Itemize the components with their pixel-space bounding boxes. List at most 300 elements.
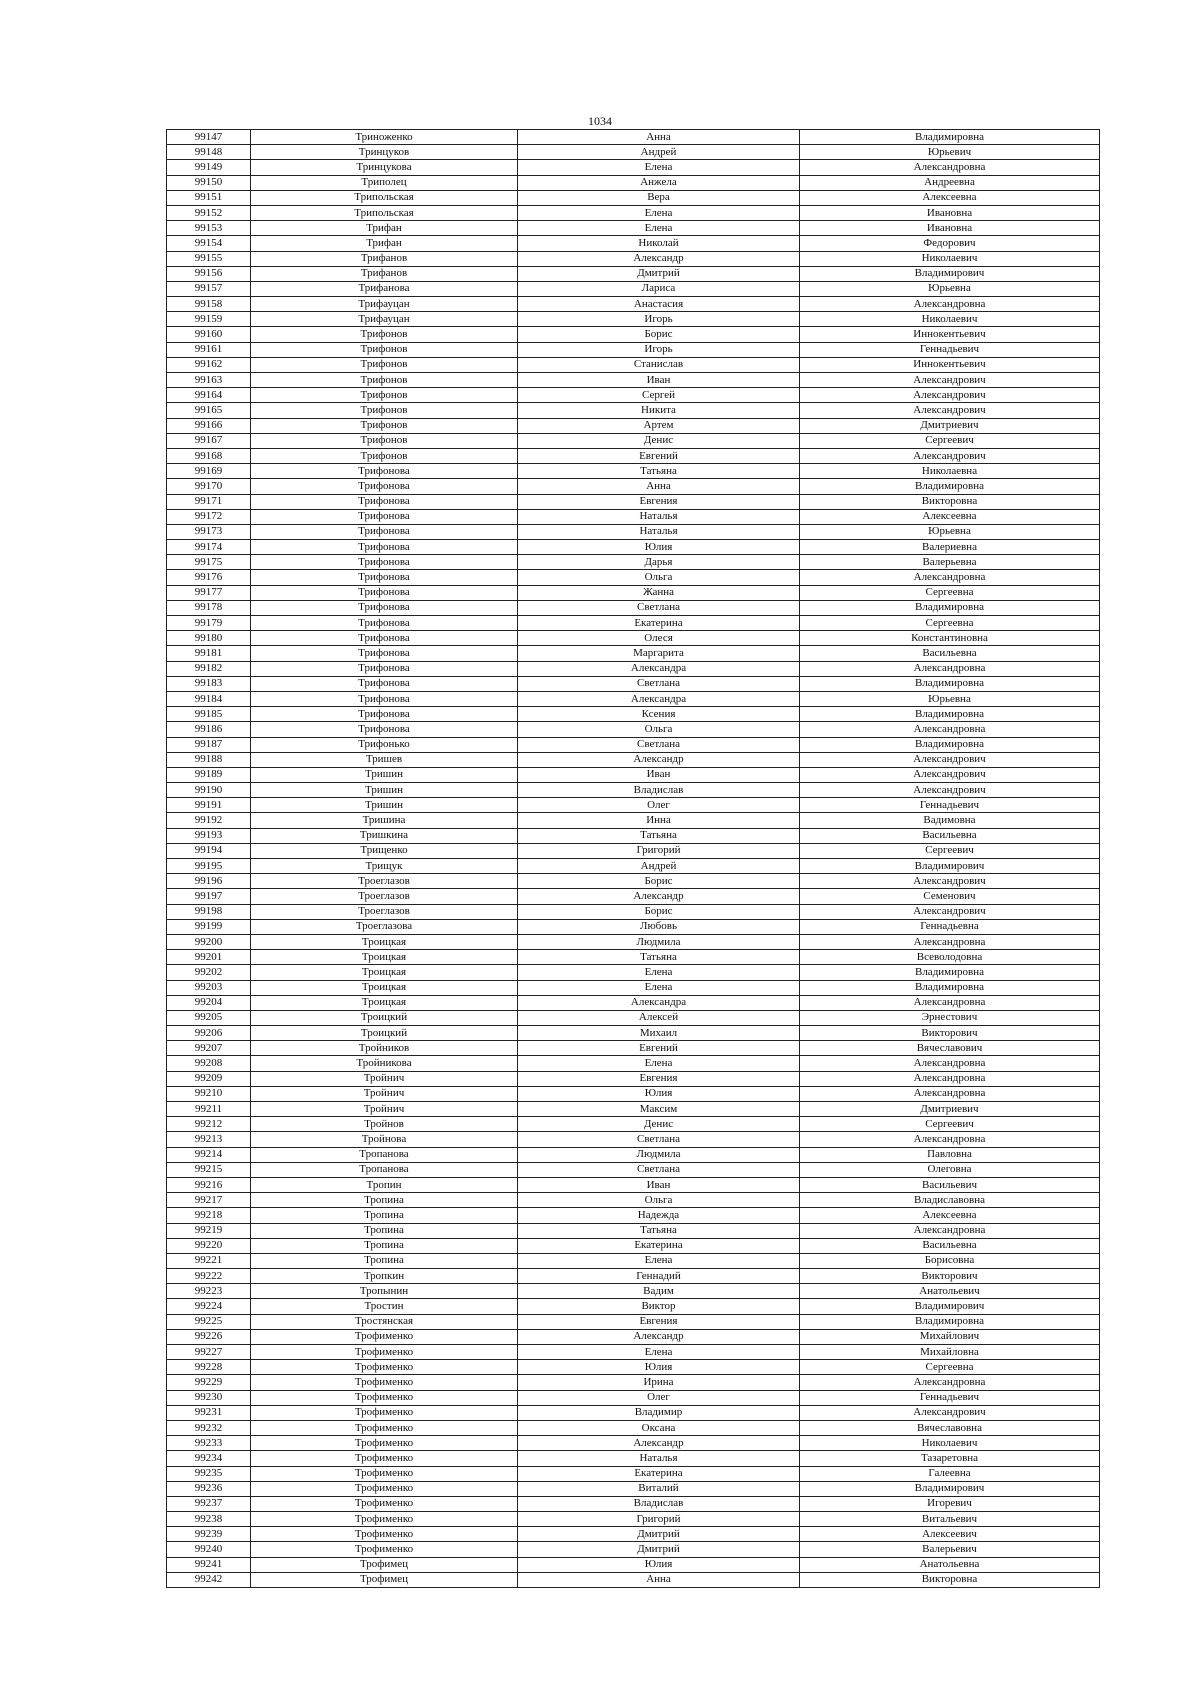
- record-number-cell: 99223: [167, 1284, 251, 1299]
- last-name-cell: Трофименко: [251, 1451, 518, 1466]
- patronymic-cell: Вадимовна: [800, 813, 1100, 828]
- first-name-cell: Елена: [518, 1345, 800, 1360]
- table-row: [167, 600, 1100, 615]
- patronymic-cell: Константиновна: [800, 631, 1100, 646]
- record-number-cell: 99182: [167, 661, 251, 676]
- record-number-cell: 99229: [167, 1375, 251, 1390]
- first-name-cell: Надежда: [518, 1208, 800, 1223]
- last-name-cell: Троицкий: [251, 1026, 518, 1041]
- record-number-cell: 99185: [167, 707, 251, 722]
- table-row: [167, 327, 1100, 342]
- patronymic-cell: Александрович: [800, 388, 1100, 403]
- patronymic-cell: Викторович: [800, 1026, 1100, 1041]
- first-name-cell: Елена: [518, 965, 800, 980]
- first-name-cell: Светлана: [518, 737, 800, 752]
- patronymic-cell: Александрович: [800, 373, 1100, 388]
- last-name-cell: Трифонова: [251, 509, 518, 524]
- first-name-cell: Наталья: [518, 1451, 800, 1466]
- patronymic-cell: Сергеевна: [800, 616, 1100, 631]
- first-name-cell: Иван: [518, 767, 800, 782]
- patronymic-cell: Александрович: [800, 767, 1100, 782]
- patronymic-cell: Юрьевна: [800, 281, 1100, 296]
- first-name-cell: Елена: [518, 160, 800, 175]
- last-name-cell: Трофименко: [251, 1405, 518, 1420]
- first-name-cell: Ольга: [518, 570, 800, 585]
- patronymic-cell: Александрович: [800, 874, 1100, 889]
- record-number-cell: 99165: [167, 403, 251, 418]
- table-row: [167, 448, 1100, 463]
- last-name-cell: Тропкин: [251, 1269, 518, 1284]
- table-row: [167, 1177, 1100, 1192]
- table-row: [167, 1269, 1100, 1284]
- last-name-cell: Трифанова: [251, 281, 518, 296]
- table-row: [167, 251, 1100, 266]
- last-name-cell: Трифонов: [251, 433, 518, 448]
- patronymic-cell: Эрнестович: [800, 1010, 1100, 1025]
- table-row: [167, 1086, 1100, 1101]
- last-name-cell: Трифонов: [251, 403, 518, 418]
- patronymic-cell: Владимировна: [800, 737, 1100, 752]
- first-name-cell: Инна: [518, 813, 800, 828]
- table-row: [167, 388, 1100, 403]
- table-row: [167, 342, 1100, 357]
- last-name-cell: Тройникова: [251, 1056, 518, 1071]
- patronymic-cell: Александрович: [800, 448, 1100, 463]
- patronymic-cell: Владимировна: [800, 130, 1100, 145]
- first-name-cell: Светлана: [518, 676, 800, 691]
- patronymic-cell: Владимировна: [800, 980, 1100, 995]
- patronymic-cell: Владимировна: [800, 479, 1100, 494]
- patronymic-cell: Николаевич: [800, 251, 1100, 266]
- record-number-cell: 99155: [167, 251, 251, 266]
- patronymic-cell: Васильевна: [800, 828, 1100, 843]
- last-name-cell: Трифонова: [251, 631, 518, 646]
- patronymic-cell: Александровна: [800, 570, 1100, 585]
- patronymic-cell: Валериевна: [800, 540, 1100, 555]
- record-number-cell: 99218: [167, 1208, 251, 1223]
- record-number-cell: 99179: [167, 616, 251, 631]
- record-number-cell: 99217: [167, 1193, 251, 1208]
- record-number-cell: 99241: [167, 1557, 251, 1572]
- table-row: [167, 145, 1100, 160]
- patronymic-cell: Владимировна: [800, 965, 1100, 980]
- first-name-cell: Елена: [518, 221, 800, 236]
- patronymic-cell: Николаевич: [800, 312, 1100, 327]
- table-row: [167, 1102, 1100, 1117]
- first-name-cell: Людмила: [518, 1147, 800, 1162]
- patronymic-cell: Викторовна: [800, 494, 1100, 509]
- first-name-cell: Ксения: [518, 707, 800, 722]
- record-number-cell: 99227: [167, 1345, 251, 1360]
- first-name-cell: Максим: [518, 1102, 800, 1117]
- first-name-cell: Александр: [518, 1329, 800, 1344]
- patronymic-cell: Ивановна: [800, 205, 1100, 220]
- last-name-cell: Трифанов: [251, 251, 518, 266]
- table-row: [167, 722, 1100, 737]
- patronymic-cell: Тазаретовна: [800, 1451, 1100, 1466]
- table-row: [167, 266, 1100, 281]
- table-row: [167, 676, 1100, 691]
- last-name-cell: Троеглазова: [251, 919, 518, 934]
- table-row: [167, 221, 1100, 236]
- table-row: [167, 312, 1100, 327]
- record-number-cell: 99204: [167, 995, 251, 1010]
- first-name-cell: Евгения: [518, 1071, 800, 1086]
- first-name-cell: Маргарита: [518, 646, 800, 661]
- record-number-cell: 99163: [167, 373, 251, 388]
- record-number-cell: 99190: [167, 783, 251, 798]
- patronymic-cell: Александрович: [800, 752, 1100, 767]
- record-number-cell: 99225: [167, 1314, 251, 1329]
- table-row: [167, 904, 1100, 919]
- last-name-cell: Трифауцан: [251, 312, 518, 327]
- table-row: [167, 783, 1100, 798]
- table-row: [167, 464, 1100, 479]
- table-row: [167, 752, 1100, 767]
- last-name-cell: Трипольская: [251, 190, 518, 205]
- first-name-cell: Елена: [518, 980, 800, 995]
- last-name-cell: Трифонова: [251, 494, 518, 509]
- table-row: [167, 859, 1100, 874]
- table-row: [167, 1147, 1100, 1162]
- first-name-cell: Денис: [518, 1117, 800, 1132]
- table-row: [167, 1405, 1100, 1420]
- first-name-cell: Григорий: [518, 1512, 800, 1527]
- last-name-cell: Трипольская: [251, 205, 518, 220]
- record-number-cell: 99236: [167, 1481, 251, 1496]
- table-row: [167, 767, 1100, 782]
- first-name-cell: Ирина: [518, 1375, 800, 1390]
- last-name-cell: Тропина: [251, 1238, 518, 1253]
- table-row: [167, 130, 1100, 145]
- record-number-cell: 99209: [167, 1071, 251, 1086]
- table-row: [167, 798, 1100, 813]
- table-row: [167, 1329, 1100, 1344]
- first-name-cell: Станислав: [518, 357, 800, 372]
- first-name-cell: Владимир: [518, 1405, 800, 1420]
- last-name-cell: Трифонова: [251, 691, 518, 706]
- last-name-cell: Троицкая: [251, 980, 518, 995]
- page-number: 1034: [588, 114, 612, 128]
- last-name-cell: Тропина: [251, 1193, 518, 1208]
- patronymic-cell: Владиславовна: [800, 1193, 1100, 1208]
- first-name-cell: Алексей: [518, 1010, 800, 1025]
- record-number-cell: 99226: [167, 1329, 251, 1344]
- first-name-cell: Анна: [518, 130, 800, 145]
- record-number-cell: 99197: [167, 889, 251, 904]
- first-name-cell: Никита: [518, 403, 800, 418]
- last-name-cell: Тришина: [251, 813, 518, 828]
- record-number-cell: 99213: [167, 1132, 251, 1147]
- first-name-cell: Дмитрий: [518, 266, 800, 281]
- record-number-cell: 99184: [167, 691, 251, 706]
- table-row: [167, 418, 1100, 433]
- record-number-cell: 99206: [167, 1026, 251, 1041]
- table-row: [167, 1572, 1100, 1587]
- last-name-cell: Трифонов: [251, 327, 518, 342]
- first-name-cell: Иван: [518, 373, 800, 388]
- record-number-cell: 99203: [167, 980, 251, 995]
- last-name-cell: Тройнич: [251, 1102, 518, 1117]
- first-name-cell: Лариса: [518, 281, 800, 296]
- first-name-cell: Екатерина: [518, 1238, 800, 1253]
- record-number-cell: 99172: [167, 509, 251, 524]
- patronymic-cell: Васильевна: [800, 1238, 1100, 1253]
- last-name-cell: Трифонова: [251, 707, 518, 722]
- table-row: [167, 175, 1100, 190]
- table-row: [167, 1451, 1100, 1466]
- table-row: [167, 843, 1100, 858]
- record-number-cell: 99150: [167, 175, 251, 190]
- table-row: [167, 205, 1100, 220]
- patronymic-cell: Алексеевна: [800, 190, 1100, 205]
- patronymic-cell: Александровна: [800, 1086, 1100, 1101]
- table-row: [167, 1496, 1100, 1511]
- table-row: [167, 585, 1100, 600]
- record-number-cell: 99160: [167, 327, 251, 342]
- record-number-cell: 99166: [167, 418, 251, 433]
- last-name-cell: Трофименко: [251, 1466, 518, 1481]
- table-row: [167, 934, 1100, 949]
- patronymic-cell: Юрьевна: [800, 524, 1100, 539]
- last-name-cell: Триноженко: [251, 130, 518, 145]
- record-number-cell: 99198: [167, 904, 251, 919]
- record-number-cell: 99192: [167, 813, 251, 828]
- patronymic-cell: Владимировна: [800, 707, 1100, 722]
- record-number-cell: 99205: [167, 1010, 251, 1025]
- last-name-cell: Трофименко: [251, 1345, 518, 1360]
- patronymic-cell: Александрович: [800, 403, 1100, 418]
- first-name-cell: Михаил: [518, 1026, 800, 1041]
- record-number-cell: 99234: [167, 1451, 251, 1466]
- record-number-cell: 99159: [167, 312, 251, 327]
- patronymic-cell: Владимирович: [800, 1481, 1100, 1496]
- record-number-cell: 99164: [167, 388, 251, 403]
- table-row: [167, 1253, 1100, 1268]
- first-name-cell: Игорь: [518, 312, 800, 327]
- patronymic-cell: Александровна: [800, 934, 1100, 949]
- first-name-cell: Александр: [518, 1436, 800, 1451]
- patronymic-cell: Валерьевич: [800, 1542, 1100, 1557]
- table-row: [167, 980, 1100, 995]
- patronymic-cell: Дмитриевич: [800, 1102, 1100, 1117]
- record-number-cell: 99186: [167, 722, 251, 737]
- patronymic-cell: Анатольевна: [800, 1557, 1100, 1572]
- first-name-cell: Иван: [518, 1177, 800, 1192]
- last-name-cell: Трифонов: [251, 388, 518, 403]
- table-row: [167, 1132, 1100, 1147]
- first-name-cell: Ольга: [518, 722, 800, 737]
- patronymic-cell: Владимирович: [800, 266, 1100, 281]
- last-name-cell: Трофименко: [251, 1390, 518, 1405]
- record-number-cell: 99239: [167, 1527, 251, 1542]
- first-name-cell: Юлия: [518, 540, 800, 555]
- first-name-cell: Владислав: [518, 783, 800, 798]
- patronymic-cell: Васильевна: [800, 646, 1100, 661]
- patronymic-cell: Михайловна: [800, 1345, 1100, 1360]
- patronymic-cell: Александровна: [800, 297, 1100, 312]
- patronymic-cell: Алексеевна: [800, 1208, 1100, 1223]
- record-number-cell: 99157: [167, 281, 251, 296]
- table-row: [167, 1314, 1100, 1329]
- first-name-cell: Николай: [518, 236, 800, 251]
- record-number-cell: 99187: [167, 737, 251, 752]
- table-row: [167, 889, 1100, 904]
- first-name-cell: Денис: [518, 433, 800, 448]
- table-row: [167, 190, 1100, 205]
- record-number-cell: 99169: [167, 464, 251, 479]
- first-name-cell: Геннадий: [518, 1269, 800, 1284]
- table-row: [167, 1162, 1100, 1177]
- last-name-cell: Тройнова: [251, 1132, 518, 1147]
- patronymic-cell: Семенович: [800, 889, 1100, 904]
- patronymic-cell: Юрьевич: [800, 145, 1100, 160]
- table-row: [167, 661, 1100, 676]
- record-number-cell: 99224: [167, 1299, 251, 1314]
- first-name-cell: Анжела: [518, 175, 800, 190]
- table-row: [167, 691, 1100, 706]
- last-name-cell: Тринцукова: [251, 160, 518, 175]
- table-row: [167, 1026, 1100, 1041]
- table-row: [167, 1284, 1100, 1299]
- first-name-cell: Александр: [518, 889, 800, 904]
- table-row: [167, 160, 1100, 175]
- table-row: [167, 631, 1100, 646]
- record-number-cell: 99189: [167, 767, 251, 782]
- table-row: [167, 403, 1100, 418]
- last-name-cell: Трифонов: [251, 373, 518, 388]
- patronymic-cell: Вячеславович: [800, 1041, 1100, 1056]
- patronymic-cell: Александровна: [800, 1056, 1100, 1071]
- first-name-cell: Любовь: [518, 919, 800, 934]
- record-number-cell: 99193: [167, 828, 251, 843]
- patronymic-cell: Валерьевна: [800, 555, 1100, 570]
- table-row: [167, 540, 1100, 555]
- record-number-cell: 99200: [167, 934, 251, 949]
- last-name-cell: Трищук: [251, 859, 518, 874]
- last-name-cell: Тришин: [251, 798, 518, 813]
- patronymic-cell: Алексеевна: [800, 509, 1100, 524]
- first-name-cell: Григорий: [518, 843, 800, 858]
- patronymic-cell: Витальевич: [800, 1512, 1100, 1527]
- last-name-cell: Тринцуков: [251, 145, 518, 160]
- registry-table: [166, 129, 1100, 1588]
- last-name-cell: Трифонов: [251, 448, 518, 463]
- last-name-cell: Трифонова: [251, 600, 518, 615]
- patronymic-cell: Иннокентьевич: [800, 357, 1100, 372]
- record-number-cell: 99191: [167, 798, 251, 813]
- first-name-cell: Борис: [518, 904, 800, 919]
- first-name-cell: Евгений: [518, 448, 800, 463]
- record-number-cell: 99232: [167, 1420, 251, 1435]
- first-name-cell: Анастасия: [518, 297, 800, 312]
- table-row: [167, 570, 1100, 585]
- record-number-cell: 99175: [167, 555, 251, 570]
- patronymic-cell: Галеевна: [800, 1466, 1100, 1481]
- last-name-cell: Тростин: [251, 1299, 518, 1314]
- first-name-cell: Дмитрий: [518, 1527, 800, 1542]
- last-name-cell: Трифонова: [251, 464, 518, 479]
- last-name-cell: Тропанова: [251, 1162, 518, 1177]
- patronymic-cell: Александровна: [800, 1375, 1100, 1390]
- last-name-cell: Трофименко: [251, 1375, 518, 1390]
- record-number-cell: 99181: [167, 646, 251, 661]
- first-name-cell: Анна: [518, 479, 800, 494]
- table-row: [167, 479, 1100, 494]
- last-name-cell: Трифонова: [251, 661, 518, 676]
- table-row: [167, 1436, 1100, 1451]
- record-number-cell: 99170: [167, 479, 251, 494]
- patronymic-cell: Владимирович: [800, 1299, 1100, 1314]
- first-name-cell: Екатерина: [518, 1466, 800, 1481]
- table-row: [167, 1512, 1100, 1527]
- record-number-cell: 99167: [167, 433, 251, 448]
- record-number-cell: 99180: [167, 631, 251, 646]
- table-row: [167, 1223, 1100, 1238]
- record-number-cell: 99222: [167, 1269, 251, 1284]
- first-name-cell: Сергей: [518, 388, 800, 403]
- table-row: [167, 737, 1100, 752]
- table-row: [167, 1071, 1100, 1086]
- record-number-cell: 99238: [167, 1512, 251, 1527]
- first-name-cell: Елена: [518, 1253, 800, 1268]
- patronymic-cell: Николаевна: [800, 464, 1100, 479]
- record-number-cell: 99152: [167, 205, 251, 220]
- record-number-cell: 99188: [167, 752, 251, 767]
- last-name-cell: Тришев: [251, 752, 518, 767]
- first-name-cell: Олег: [518, 798, 800, 813]
- first-name-cell: Олеся: [518, 631, 800, 646]
- table-row: [167, 874, 1100, 889]
- last-name-cell: Трофименко: [251, 1360, 518, 1375]
- table-row: [167, 509, 1100, 524]
- first-name-cell: Андрей: [518, 859, 800, 874]
- patronymic-cell: Геннадьевич: [800, 1390, 1100, 1405]
- last-name-cell: Трофименко: [251, 1512, 518, 1527]
- table-row: [167, 1299, 1100, 1314]
- record-number-cell: 99212: [167, 1117, 251, 1132]
- table-row: [167, 524, 1100, 539]
- record-number-cell: 99151: [167, 190, 251, 205]
- first-name-cell: Татьяна: [518, 950, 800, 965]
- last-name-cell: Троеглазов: [251, 874, 518, 889]
- record-number-cell: 99221: [167, 1253, 251, 1268]
- patronymic-cell: Владимирович: [800, 859, 1100, 874]
- patronymic-cell: Павловна: [800, 1147, 1100, 1162]
- patronymic-cell: Сергеевна: [800, 585, 1100, 600]
- record-number-cell: 99162: [167, 357, 251, 372]
- first-name-cell: Анна: [518, 1572, 800, 1587]
- first-name-cell: Евгения: [518, 1314, 800, 1329]
- record-number-cell: 99161: [167, 342, 251, 357]
- first-name-cell: Борис: [518, 874, 800, 889]
- first-name-cell: Ольга: [518, 1193, 800, 1208]
- record-number-cell: 99183: [167, 676, 251, 691]
- patronymic-cell: Олеговна: [800, 1162, 1100, 1177]
- table-row: [167, 281, 1100, 296]
- table-row: [167, 1041, 1100, 1056]
- table-row: [167, 1010, 1100, 1025]
- first-name-cell: Елена: [518, 205, 800, 220]
- last-name-cell: Трифонов: [251, 342, 518, 357]
- table-row: [167, 1466, 1100, 1481]
- first-name-cell: Александра: [518, 691, 800, 706]
- table-row: [167, 1557, 1100, 1572]
- first-name-cell: Жанна: [518, 585, 800, 600]
- table-row: [167, 828, 1100, 843]
- last-name-cell: Трофименко: [251, 1481, 518, 1496]
- last-name-cell: Тройников: [251, 1041, 518, 1056]
